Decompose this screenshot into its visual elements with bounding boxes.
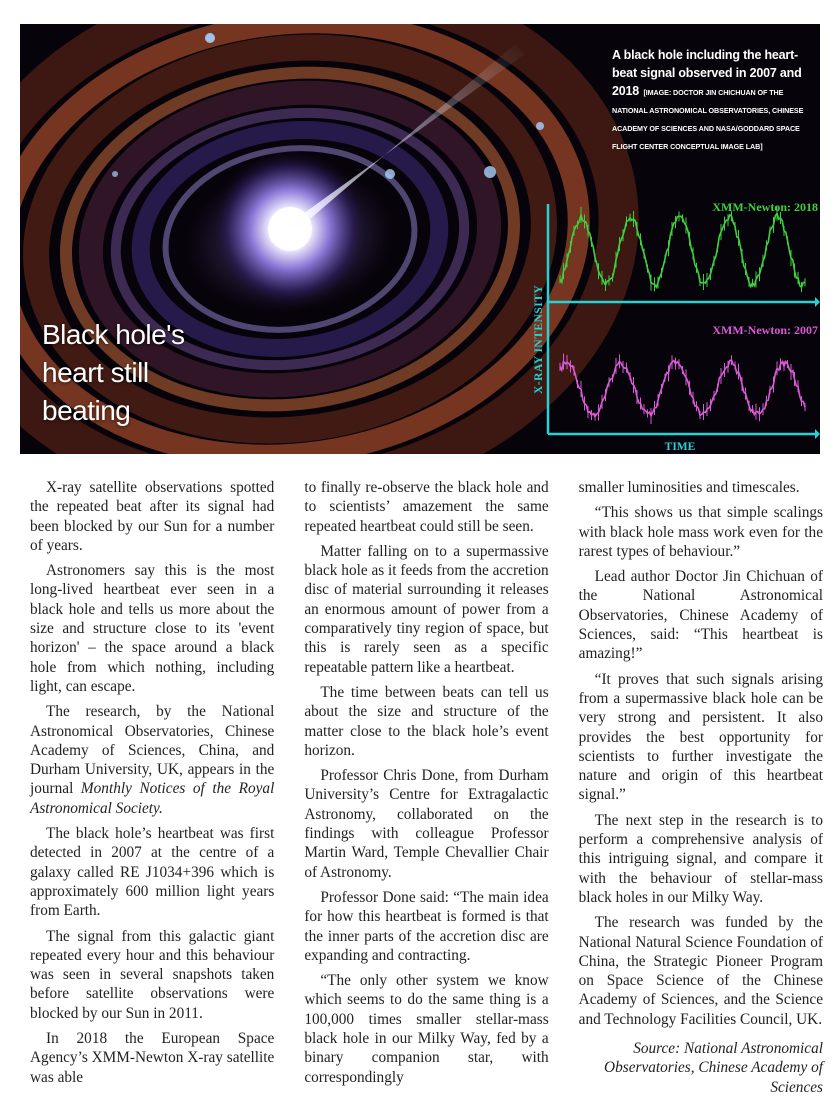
series-label-2007: XMM-Newton: 2007 xyxy=(712,323,818,337)
article-paragraph: The time between beats can tell us about the size and structure of the matter close to the black hole’s event horizon. xyxy=(304,683,549,759)
series-line-2018 xyxy=(560,214,805,288)
x-axis-bottom-arrow xyxy=(815,429,820,439)
article-paragraph: The black hole’s heartbeat was first detected in 2007 at the centre of a galaxy called RE J1034+396 which is approximately 600 million light years from Earth. xyxy=(30,825,275,920)
x-axis-top-arrow xyxy=(815,297,820,307)
y-axis-label: X-RAY INTENSITY xyxy=(533,284,545,394)
article-paragraph: “It proves that such signals arising from a supermassive black hole can be very strong and persistent. It also provides the best opportunity for scientists to further investigate the nature and origin of this heartbeat signal.” xyxy=(578,670,823,804)
article-headline xyxy=(42,316,242,430)
series-label-2018: XMM-Newton: 2018 xyxy=(712,200,818,214)
article-paragraph: “The only other system we know which seems to do the same thing is a 100,000 times smaller stellar-mass black hole in our Milky Way, fed by a binary companion star, with correspondingly xyxy=(304,972,549,1086)
article-paragraph: Astronomers say this is the most long-lived heartbeat ever seen in a black hole and tells us more about the size and structure close to its 'event horizon' – the space around a black hole from which nothing, including light, can escape. xyxy=(30,562,275,695)
article-paragraph: Lead author Doctor Jin Chichuan of the National Astronomical Observatories, Chinese Academy of Sciences, said: “This heartbeat is amazing!” xyxy=(578,568,823,663)
article-paragraph: Matter falling on to a supermassive black hole as it feeds from the accretion disc of material surrounding it releases an enormous amount of power from a comparatively tiny region of space, but this is rarely seen as a specific repeatable pattern like a heartbeat. xyxy=(304,542,549,676)
hero-image xyxy=(20,24,820,454)
article-paragraph: Professor Chris Done, from Durham University’s Centre for Extragalactic Astronomy, collaborated on the findings with colleague Professor Martin Ward, Temple Chevallier Chair of Astronomy. xyxy=(304,767,549,881)
article-paragraph: In 2018 the European Space Agency’s XMM-Newton X-ray satellite was able xyxy=(30,1030,275,1086)
article-paragraph: X-ray satellite observations spotted the repeated beat after its signal had been blocked by our Sun for a number of years. xyxy=(30,479,275,554)
caption-text: A black hole including the heart-beat signal observed in 2007 and 2018 xyxy=(612,48,802,98)
article-paragraph: “This shows us that simple scalings with black hole mass work even for the rarest types of behaviour.” xyxy=(578,504,823,560)
headline-line-1: Black hole's xyxy=(42,319,185,350)
article-column-3 xyxy=(578,478,823,1096)
headline-line-2: heart still xyxy=(42,357,149,388)
article-paragraph: The research, by the National Astronomical Observatories, Chinese Academy of Sciences, China, and Durham University, UK, appears in the journal Monthly Notices of the Royal Astronomical Society. xyxy=(30,703,275,817)
article-body xyxy=(30,478,823,1096)
article-paragraph: smaller luminosities and timescales. xyxy=(578,479,800,496)
article-paragraph: The next step in the research is to perform a comprehensive analysis of this intriguing signal, and compare it with the behaviour of stellar-mass black holes in our Milky Way. xyxy=(578,811,823,906)
heartbeat-chart xyxy=(520,189,820,454)
article-source: Source: National Astronomical Observatories, Chinese Academy of Sciences xyxy=(604,1040,823,1096)
caption-credit: [IMAGE: DOCTOR JIN CHICHUAN OF THE NATIONAL ASTRONOMICAL OBSERVATORIES, CHINESE ACADEMY OF SCIENCES AND NASA/GODDARD SPACE FLIGHT CENTER CONCEPTUAL IMAGE LAB] xyxy=(612,88,804,151)
image-caption xyxy=(612,46,816,154)
article-paragraph: The research was funded by the National Natural Science Foundation of China, the Strategic Pioneer Program on Space Science of the Chinese Academy of Sciences, and the Science and Technology Facilities Council, UK. xyxy=(578,914,823,1028)
x-axis-label: TIME xyxy=(664,441,696,453)
article-paragraph: Professor Done said: “The main idea for how this heartbeat is formed is that the inner parts of the accretion disc are expanding and contracting. xyxy=(304,888,549,964)
series-errorbars-2018 xyxy=(560,207,805,293)
headline-line-3: beating xyxy=(42,395,131,426)
article-column-2 xyxy=(304,478,549,1086)
article-paragraph: to finally re-observe the black hole and to scientists’ amazement the same repeated heartbeat could still be seen. xyxy=(304,479,549,535)
article-paragraph: The signal from this galactic giant repeated every hour and this behaviour was seen in several snapshots taken before satellite observations were blocked by our Sun in 2011. xyxy=(30,927,275,1022)
article-column-1 xyxy=(30,478,275,1086)
